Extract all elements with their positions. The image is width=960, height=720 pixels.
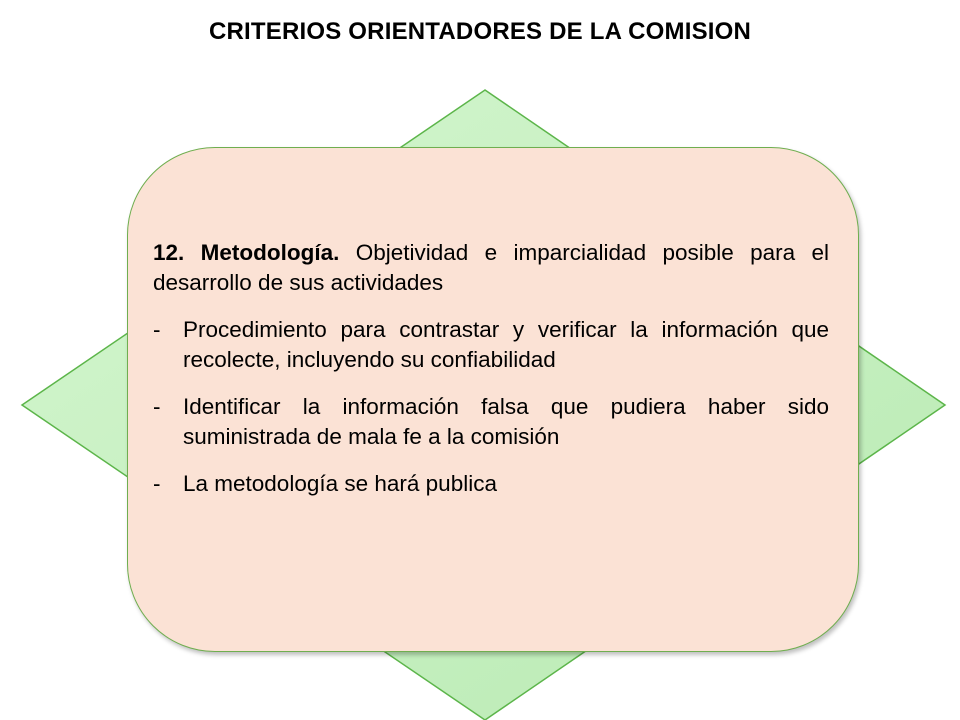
slide-title: CRITERIOS ORIENTADORES DE LA COMISION [208, 18, 752, 45]
card-text [153, 238, 829, 516]
bullet-text: Identificar la información falsa que pudiera haber sido suministrada de mala fe a la comisión [183, 394, 829, 449]
bullet-marker: - [153, 394, 161, 419]
bullet-item [153, 392, 829, 452]
item-heading: Metodología. [200, 240, 340, 265]
intro-paragraph [153, 238, 829, 298]
item-number: 12. [153, 240, 185, 265]
bullet-text: La metodología se hará publica [183, 471, 497, 496]
bullet-item [153, 315, 829, 375]
bullet-item [153, 469, 829, 499]
bullet-marker: - [153, 471, 161, 496]
bullet-text: Procedimiento para contrastar y verificar la información que recolecte, incluyendo su confiabilidad [183, 317, 829, 372]
bullet-marker: - [153, 317, 161, 342]
item-intro: Objetividad e imparcialidad posible para el desarrollo de sus actividades [153, 240, 829, 295]
